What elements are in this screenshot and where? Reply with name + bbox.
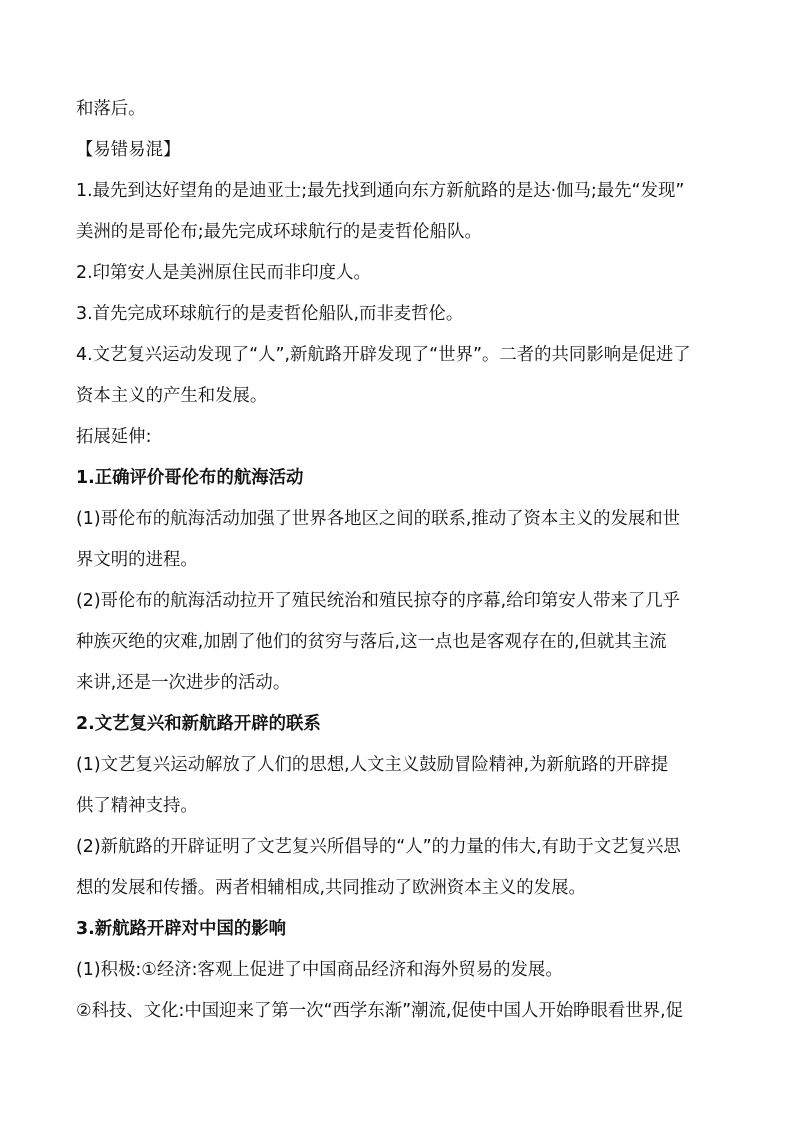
text-line: 1.最先到达好望角的是迪亚士;最先找到通向东方新航路的是达·伽马;最先“发现” bbox=[76, 181, 685, 201]
section-heading: 3.新航路开辟对中国的影响 bbox=[76, 919, 287, 939]
text-line: 想的发展和传播。两者相辅相成,共同推动了欧洲资本主义的发展。 bbox=[76, 878, 586, 898]
text-line: 界文明的进程。 bbox=[76, 550, 198, 570]
text-line: 【易错易混】 bbox=[76, 140, 181, 160]
text-line: 资本主义的产生和发展。 bbox=[76, 386, 268, 406]
text-line: (2)哥伦布的航海活动拉开了殖民统治和殖民掠夺的序幕,给印第安人带来了几乎 bbox=[76, 591, 681, 611]
section-heading: 2.文艺复兴和新航路开辟的联系 bbox=[76, 714, 321, 734]
text-line: 来讲,还是一次进步的活动。 bbox=[76, 673, 291, 693]
text-line: 2.印第安人是美洲原住民而非印度人。 bbox=[76, 263, 371, 283]
text-line: 3.首先完成环球航行的是麦哲伦船队,而非麦哲伦。 bbox=[76, 304, 464, 324]
text-line: (1)哥伦布的航海活动加强了世界各地区之间的联系,推动了资本主义的发展和世 bbox=[76, 509, 681, 529]
document-page bbox=[76, 98, 726, 1022]
text-line: (1)积极:①经济:客观上促进了中国商品经济和海外贸易的发展。 bbox=[76, 960, 563, 980]
text-line: (2)新航路的开辟证明了文艺复兴所倡导的“人”的力量的伟大,有助于文艺复兴思 bbox=[76, 837, 681, 857]
text-line: (1)文艺复兴运动解放了人们的思想,人文主义鼓励冒险精神,为新航路的开辟提 bbox=[76, 755, 669, 775]
section-heading: 1.正确评价哥伦布的航海活动 bbox=[76, 468, 304, 488]
text-line: 和落后。 bbox=[76, 99, 146, 119]
text-line: 美洲的是哥伦布;最先完成环球航行的是麦哲伦船队。 bbox=[76, 222, 482, 242]
text-line: 拓展延伸: bbox=[76, 427, 152, 447]
text-line: 4.文艺复兴运动发现了“人”,新航路开辟发现了“世界”。二者的共同影响是促进了 bbox=[76, 345, 691, 365]
text-line: 供了精神支持。 bbox=[76, 796, 198, 816]
text-line: 种族灭绝的灾难,加剧了他们的贫穷与落后,这一点也是客观存在的,但就其主流 bbox=[76, 632, 667, 652]
text-line: ②科技、文化:中国迎来了第一次“西学东渐”潮流,促使中国人开始睁眼看世界,促 bbox=[76, 1001, 684, 1021]
